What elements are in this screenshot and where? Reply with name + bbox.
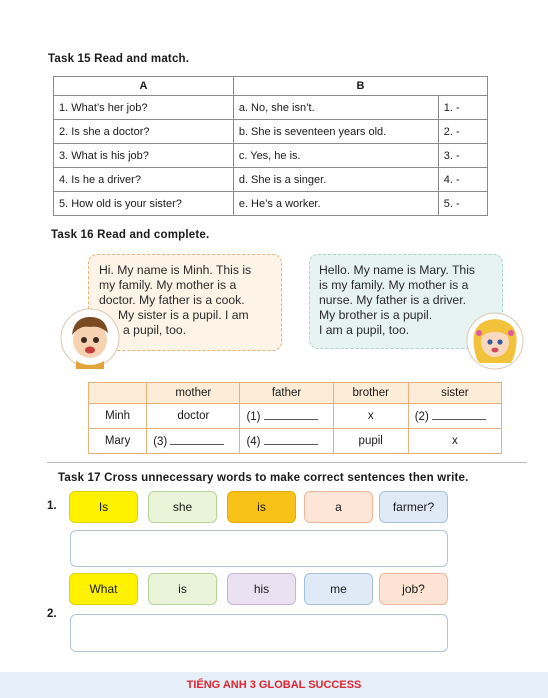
task15-title: Task 15 Read and match. <box>48 53 190 65</box>
minh-line-5: a pupil, too. <box>123 323 187 337</box>
header-brother: brother <box>333 383 408 404</box>
mary-brother: pupil <box>333 429 408 454</box>
answer-box-2[interactable] <box>70 614 448 652</box>
divider <box>47 462 527 463</box>
table-header-row <box>54 77 488 96</box>
girl-avatar <box>466 311 524 371</box>
blank-3-cell[interactable] <box>147 429 240 454</box>
mary-line-2: is my family. My mother is a <box>319 278 469 292</box>
blank-4-cell[interactable] <box>240 429 333 454</box>
boy-avatar <box>60 307 120 369</box>
header-mother: mother <box>147 383 240 404</box>
minh-line-2: my family. My mother is a <box>99 278 237 292</box>
blank-2-label: (2) <box>414 411 429 423</box>
word-card-she[interactable]: she <box>148 491 217 523</box>
word-card-what[interactable]: What <box>69 573 138 605</box>
task17-title: Task 17 Cross unnecessary words to make correct sentences then write. <box>58 472 469 484</box>
match-slot-5[interactable]: 5. - <box>438 192 487 216</box>
match-slot-3[interactable]: 3. - <box>438 144 487 168</box>
answer-e: e. He’s a worker. <box>233 192 438 216</box>
question-1: 1. What’s her job? <box>54 96 234 120</box>
question-5: 5. How old is your sister? <box>54 192 234 216</box>
match-slot-2[interactable]: 2. - <box>438 120 487 144</box>
footer-title: TIẾNG ANH 3 GLOBAL SUCCESS <box>186 679 362 691</box>
question-2: 2. Is she a doctor? <box>54 120 234 144</box>
mary-line-4: My brother is a pupil. <box>319 308 433 322</box>
table-row <box>54 168 488 192</box>
word-card-his[interactable]: his <box>227 573 296 605</box>
mary-line-5: I am a pupil, too. <box>319 323 410 337</box>
blank-line[interactable] <box>264 409 318 420</box>
answer-b: b. She is seventeen years old. <box>233 120 438 144</box>
mary-sister: x <box>408 429 501 454</box>
header-a: A <box>54 77 234 96</box>
minh-line-1: Hi. My name is Minh. This is <box>99 263 252 277</box>
blank-1-cell[interactable] <box>240 404 333 429</box>
blank-2-cell[interactable] <box>408 404 501 429</box>
blank-line[interactable] <box>264 434 318 445</box>
match-slot-4[interactable]: 4. - <box>438 168 487 192</box>
header-empty <box>89 383 147 404</box>
word-card-me[interactable]: me <box>304 573 373 605</box>
minh-line-3: doctor. My father is a cook. <box>99 293 245 307</box>
table-row <box>54 144 488 168</box>
match-slot-1[interactable]: 1. - <box>438 96 487 120</box>
word-card-job[interactable]: job? <box>379 573 448 605</box>
header-b: B <box>233 77 487 96</box>
mary-line-1: Hello. My name is Mary. This <box>319 263 475 277</box>
footer-bar <box>0 672 548 698</box>
table-row <box>54 120 488 144</box>
blank-4-label: (4) <box>246 436 261 448</box>
row-name-minh: Minh <box>89 404 147 429</box>
minh-brother: x <box>333 404 408 429</box>
table-row <box>89 429 502 454</box>
mary-line-3: nurse. My father is a driver. <box>319 293 466 307</box>
answer-a: a. No, she isn’t. <box>233 96 438 120</box>
sentence-number-1: 1. <box>47 500 57 512</box>
match-table <box>53 76 488 216</box>
row-name-mary: Mary <box>89 429 147 454</box>
minh-mother: doctor <box>147 404 240 429</box>
question-4: 4. Is he a driver? <box>54 168 234 192</box>
blank-line[interactable] <box>170 434 224 445</box>
word-card-is[interactable]: is <box>148 573 217 605</box>
word-card-is[interactable]: Is <box>69 491 138 523</box>
answer-box-1[interactable] <box>70 530 448 567</box>
table-row <box>89 404 502 429</box>
word-card-a[interactable]: a <box>304 491 373 523</box>
table-row <box>54 96 488 120</box>
minh-line-4: My sister is a pupil. I am <box>118 308 249 322</box>
blank-line[interactable] <box>432 409 486 420</box>
question-3: 3. What is his job? <box>54 144 234 168</box>
blank-3-label: (3) <box>153 436 168 448</box>
family-jobs-table <box>88 382 502 454</box>
word-card-is[interactable]: is <box>227 491 296 523</box>
header-sister: sister <box>408 383 501 404</box>
table-row <box>54 192 488 216</box>
answer-c: c. Yes, he is. <box>233 144 438 168</box>
answer-d: d. She is a singer. <box>233 168 438 192</box>
sentence-number-2: 2. <box>47 608 57 620</box>
blank-1-label: (1) <box>246 411 261 423</box>
word-card-farmer[interactable]: farmer? <box>379 491 448 523</box>
task16-title: Task 16 Read and complete. <box>51 229 210 241</box>
table-header-row <box>89 383 502 404</box>
header-father: father <box>240 383 333 404</box>
